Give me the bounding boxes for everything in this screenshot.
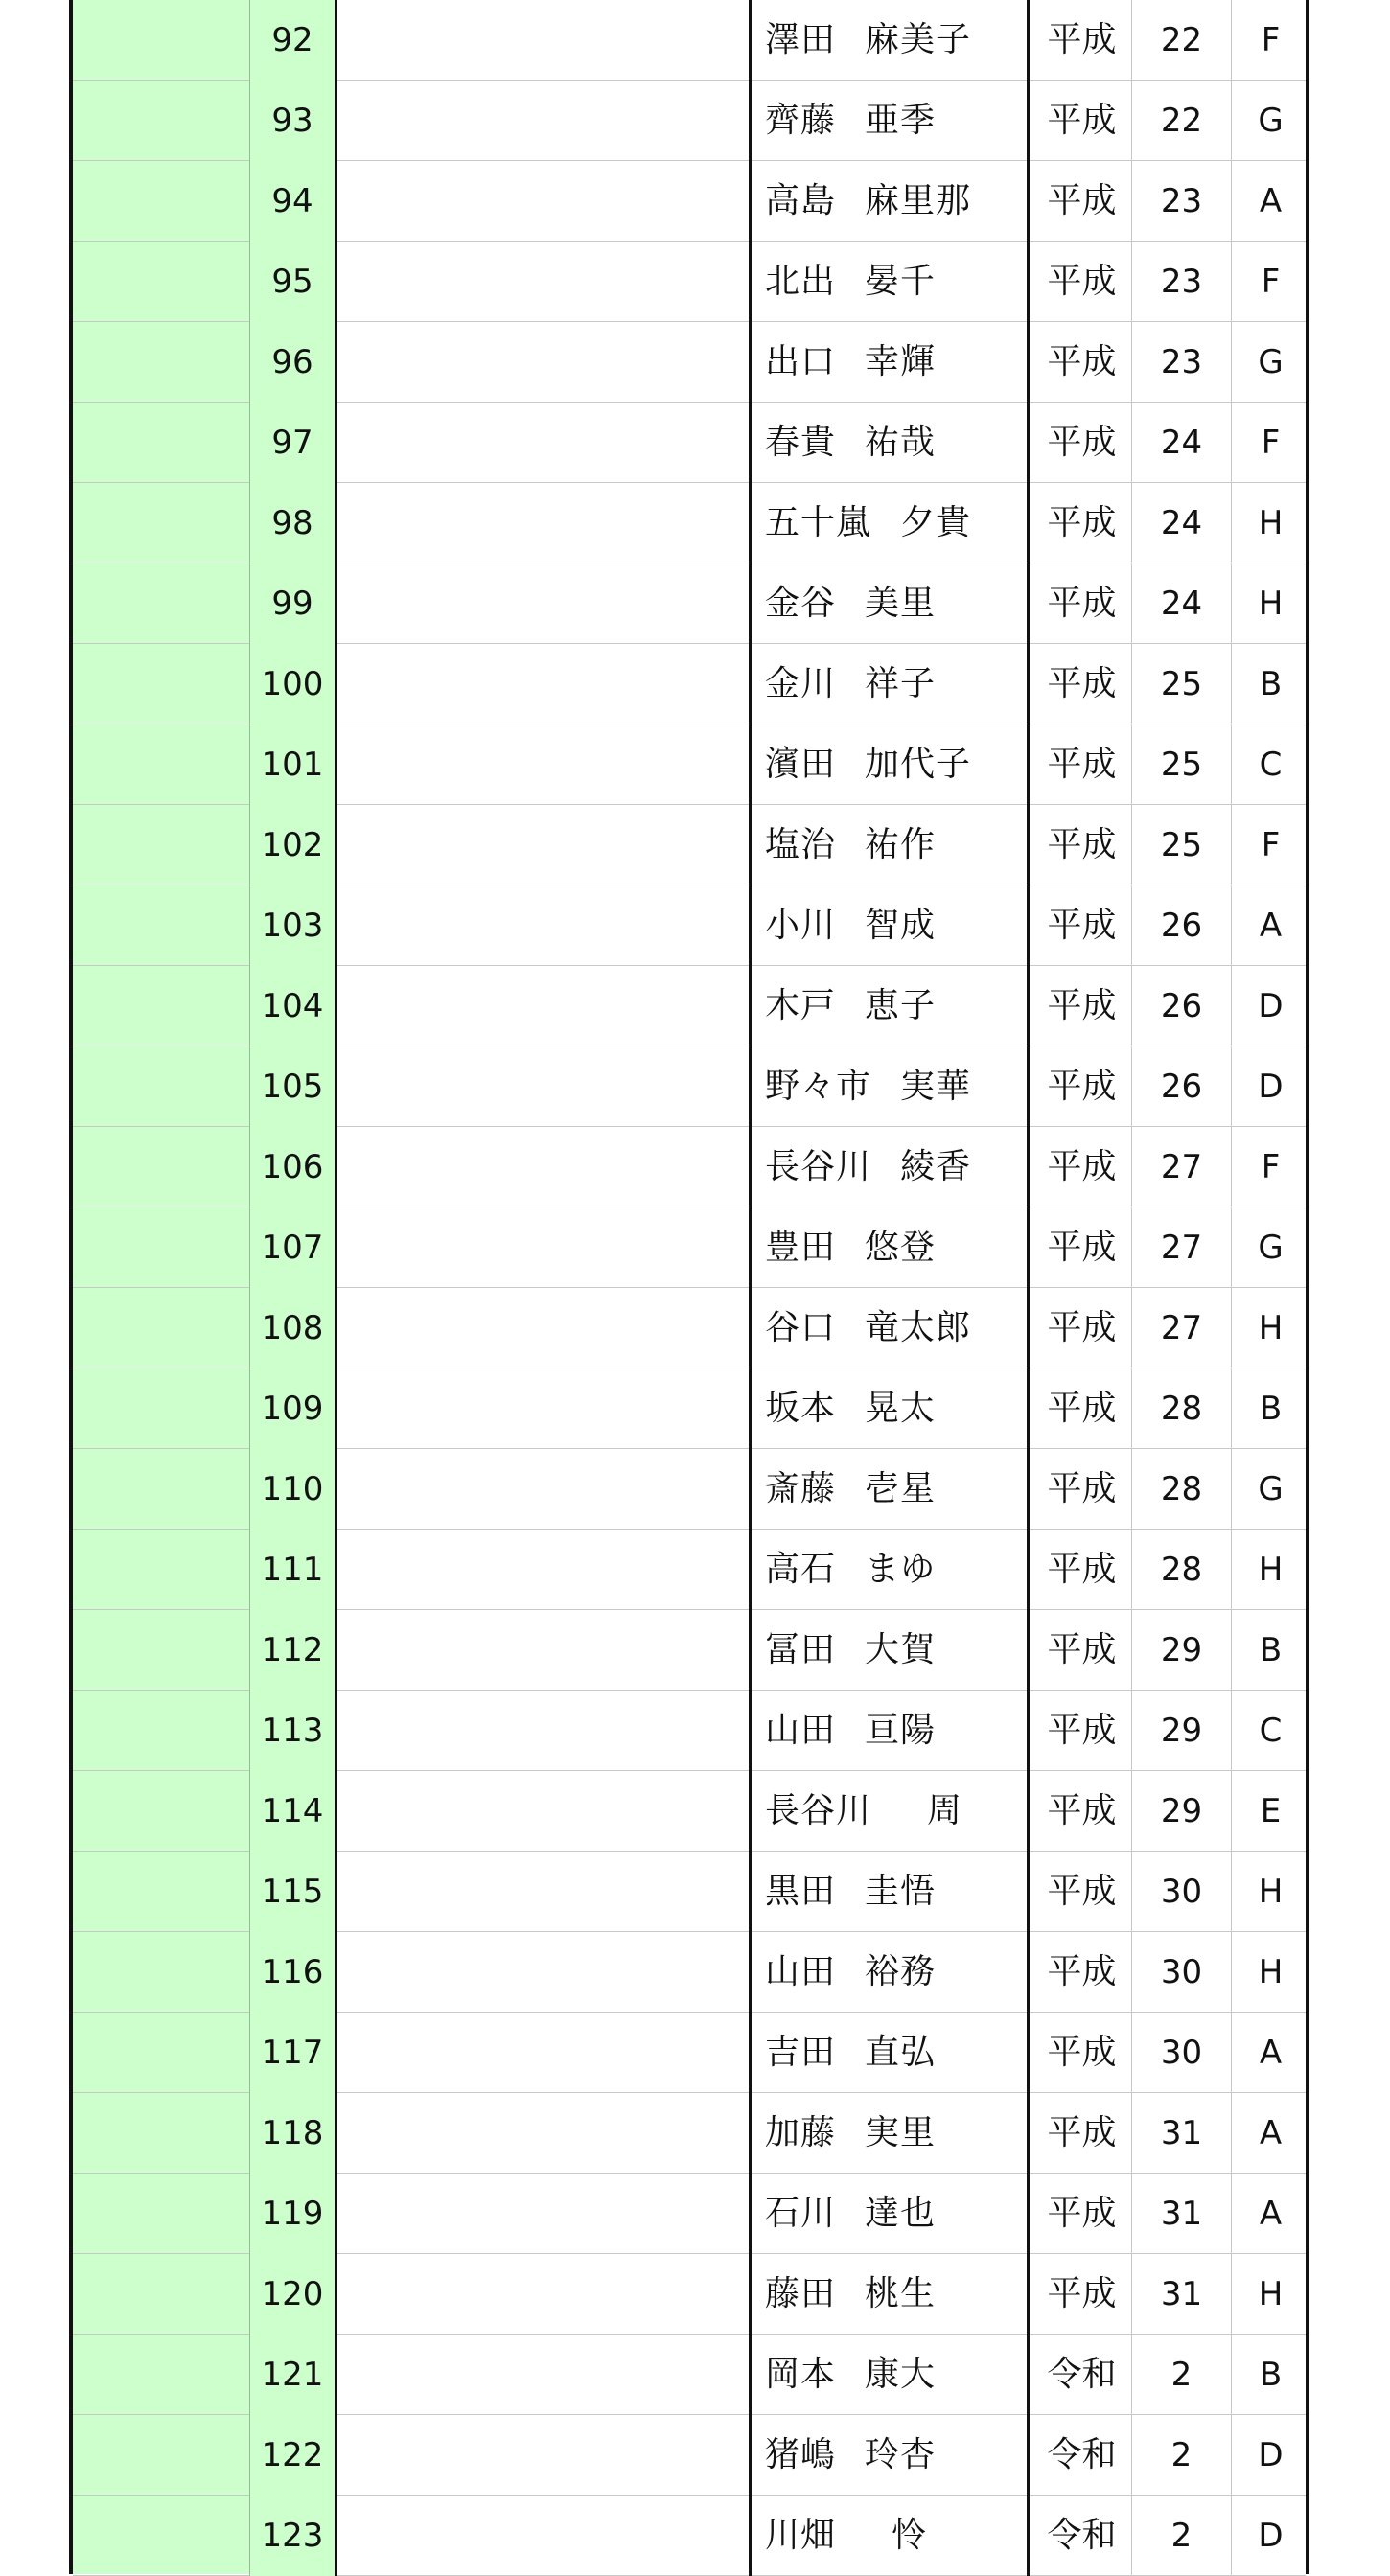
surname: 黒田 bbox=[765, 1872, 837, 1911]
empty-cell bbox=[337, 2012, 752, 2093]
given-name: 幸輝 bbox=[865, 342, 937, 381]
empty-cell bbox=[337, 1771, 752, 1852]
class-letter: B bbox=[1259, 1390, 1283, 1428]
given-name: 麻里那 bbox=[865, 181, 972, 220]
class-letter: A bbox=[1259, 2114, 1283, 2152]
class-letter: B bbox=[1259, 2356, 1283, 2394]
row-number: 113 bbox=[249, 1690, 337, 1771]
era-name: 平成 bbox=[1032, 805, 1132, 886]
surname: 石川 bbox=[765, 2194, 837, 2233]
class-letter: B bbox=[1259, 665, 1283, 703]
surname: 長谷川 bbox=[765, 1791, 872, 1830]
table-row bbox=[73, 483, 1306, 564]
row-number: 104 bbox=[249, 966, 337, 1046]
roster-sheet bbox=[69, 0, 1309, 2574]
table-row bbox=[73, 1127, 1306, 1208]
empty-cell bbox=[337, 886, 752, 966]
empty-cell bbox=[337, 242, 752, 322]
class-letter: D bbox=[1258, 2517, 1284, 2555]
empty-cell bbox=[337, 644, 752, 724]
row-number: 115 bbox=[249, 1852, 337, 1932]
era-year: 31 bbox=[1132, 2174, 1232, 2254]
empty-cell bbox=[337, 1208, 752, 1288]
era-name: 平成 bbox=[1032, 242, 1132, 322]
class-letter: D bbox=[1258, 1068, 1284, 1106]
class-letter: F bbox=[1261, 826, 1281, 864]
surname: 金谷 bbox=[765, 584, 837, 623]
person-name bbox=[755, 2174, 1030, 2254]
surname: 長谷川 bbox=[765, 1147, 872, 1186]
table-row bbox=[73, 1771, 1306, 1852]
row-number: 121 bbox=[249, 2334, 337, 2415]
row-number: 101 bbox=[249, 724, 337, 805]
surname: 濱田 bbox=[765, 745, 837, 784]
surname: 齊藤 bbox=[765, 101, 837, 140]
given-name: 康大 bbox=[865, 2355, 937, 2394]
given-name: 晏千 bbox=[865, 262, 937, 301]
table-row bbox=[73, 0, 1306, 80]
row-number: 117 bbox=[249, 2012, 337, 2093]
row-number: 112 bbox=[249, 1610, 337, 1690]
empty-cell bbox=[337, 805, 752, 886]
era-year: 26 bbox=[1132, 886, 1232, 966]
class-letter: A bbox=[1259, 2034, 1283, 2072]
era-name: 平成 bbox=[1032, 1530, 1132, 1610]
class-letter: H bbox=[1258, 1551, 1284, 1589]
empty-cell bbox=[337, 483, 752, 564]
era-year: 28 bbox=[1132, 1530, 1232, 1610]
person-name bbox=[755, 483, 1030, 564]
table-row bbox=[73, 2415, 1306, 2496]
given-name: 亘陽 bbox=[865, 1711, 937, 1750]
empty-cell bbox=[337, 402, 752, 483]
row-number: 105 bbox=[249, 1046, 337, 1127]
row-number: 93 bbox=[249, 80, 337, 161]
given-name: 大賀 bbox=[865, 1630, 937, 1669]
given-name: 壱星 bbox=[865, 1469, 937, 1508]
surname: 斎藤 bbox=[765, 1469, 837, 1508]
person-name bbox=[755, 1690, 1030, 1771]
given-name: 麻美子 bbox=[865, 20, 972, 59]
person-name bbox=[755, 966, 1030, 1046]
era-name: 平成 bbox=[1032, 322, 1132, 402]
era-name: 平成 bbox=[1032, 2012, 1132, 2093]
class-letter: H bbox=[1258, 1873, 1284, 1911]
surname: 小川 bbox=[765, 906, 837, 945]
era-name: 平成 bbox=[1032, 724, 1132, 805]
person-name bbox=[755, 1449, 1030, 1530]
given-name: 加代子 bbox=[865, 745, 972, 784]
era-name: 平成 bbox=[1032, 1449, 1132, 1530]
table-row bbox=[73, 2093, 1306, 2174]
table-row bbox=[73, 1610, 1306, 1690]
era-year: 2 bbox=[1132, 2334, 1232, 2415]
class-letter: F bbox=[1261, 1148, 1281, 1186]
era-year: 27 bbox=[1132, 1208, 1232, 1288]
table-row bbox=[73, 2012, 1306, 2093]
era-year: 28 bbox=[1132, 1449, 1232, 1530]
era-year: 23 bbox=[1132, 242, 1232, 322]
era-name: 平成 bbox=[1032, 1046, 1132, 1127]
person-name bbox=[755, 0, 1030, 80]
person-name bbox=[755, 80, 1030, 161]
table-row bbox=[73, 80, 1306, 161]
era-name: 平成 bbox=[1032, 1932, 1132, 2012]
era-year: 24 bbox=[1132, 564, 1232, 644]
row-number: 102 bbox=[249, 805, 337, 886]
class-letter: E bbox=[1260, 1792, 1282, 1830]
table-row bbox=[73, 564, 1306, 644]
class-letter: A bbox=[1259, 182, 1283, 220]
surname: 岡本 bbox=[765, 2355, 837, 2394]
era-name: 平成 bbox=[1032, 2174, 1132, 2254]
row-number: 110 bbox=[249, 1449, 337, 1530]
given-name: 悠登 bbox=[865, 1228, 937, 1267]
era-name: 平成 bbox=[1032, 1288, 1132, 1368]
class-letter: F bbox=[1261, 21, 1281, 59]
given-name: 裕務 bbox=[865, 1952, 937, 1991]
person-name bbox=[755, 2334, 1030, 2415]
person-name bbox=[755, 644, 1030, 724]
person-name bbox=[755, 1932, 1030, 2012]
table-row bbox=[73, 2334, 1306, 2415]
given-name: 美里 bbox=[865, 584, 937, 623]
given-name: 玲杏 bbox=[865, 2435, 937, 2474]
row-number: 106 bbox=[249, 1127, 337, 1208]
empty-cell bbox=[337, 2254, 752, 2334]
given-name: 祐哉 bbox=[865, 423, 937, 462]
person-name bbox=[755, 805, 1030, 886]
era-year: 27 bbox=[1132, 1288, 1232, 1368]
class-letter: H bbox=[1258, 504, 1284, 542]
era-year: 29 bbox=[1132, 1610, 1232, 1690]
table-row bbox=[73, 1368, 1306, 1449]
era-year: 31 bbox=[1132, 2093, 1232, 2174]
table-row bbox=[73, 966, 1306, 1046]
era-year: 26 bbox=[1132, 966, 1232, 1046]
surname: 北出 bbox=[765, 262, 837, 301]
era-name: 平成 bbox=[1032, 2093, 1132, 2174]
row-number: 116 bbox=[249, 1932, 337, 2012]
row-number: 111 bbox=[249, 1530, 337, 1610]
empty-cell bbox=[337, 80, 752, 161]
surname: 猪嶋 bbox=[765, 2435, 837, 2474]
row-number: 122 bbox=[249, 2415, 337, 2496]
given-name: 夕貴 bbox=[900, 503, 972, 542]
era-name: 平成 bbox=[1032, 161, 1132, 242]
era-name: 平成 bbox=[1032, 402, 1132, 483]
empty-cell bbox=[337, 1368, 752, 1449]
class-letter: F bbox=[1261, 424, 1281, 462]
surname: 五十嵐 bbox=[765, 503, 872, 542]
empty-cell bbox=[337, 2415, 752, 2496]
table-row bbox=[73, 1046, 1306, 1127]
surname: 谷口 bbox=[765, 1308, 837, 1347]
table-row bbox=[73, 1288, 1306, 1368]
person-name bbox=[755, 2093, 1030, 2174]
table-row bbox=[73, 242, 1306, 322]
row-number: 99 bbox=[249, 564, 337, 644]
era-year: 25 bbox=[1132, 724, 1232, 805]
era-year: 2 bbox=[1132, 2415, 1232, 2496]
era-name: 平成 bbox=[1032, 644, 1132, 724]
era-year: 23 bbox=[1132, 161, 1232, 242]
era-year: 30 bbox=[1132, 1852, 1232, 1932]
empty-cell bbox=[337, 2093, 752, 2174]
given-name: 竜太郎 bbox=[865, 1308, 972, 1347]
person-name bbox=[755, 1127, 1030, 1208]
person-name bbox=[755, 886, 1030, 966]
surname: 高島 bbox=[765, 181, 837, 220]
table-row bbox=[73, 322, 1306, 402]
person-name bbox=[755, 1530, 1030, 1610]
era-name: 平成 bbox=[1032, 1208, 1132, 1288]
given-name: 綾香 bbox=[900, 1147, 972, 1186]
person-name bbox=[755, 564, 1030, 644]
given-name: 智成 bbox=[865, 906, 937, 945]
given-name: 恵子 bbox=[865, 986, 937, 1025]
class-letter: H bbox=[1258, 2275, 1284, 2313]
surname: 山田 bbox=[765, 1952, 837, 1991]
person-name bbox=[755, 2496, 1030, 2576]
row-number: 107 bbox=[249, 1208, 337, 1288]
era-name: 令和 bbox=[1032, 2496, 1132, 2576]
era-name: 平成 bbox=[1032, 80, 1132, 161]
given-name: まゆ bbox=[865, 1550, 937, 1589]
surname: 高石 bbox=[765, 1550, 837, 1589]
era-year: 25 bbox=[1132, 805, 1232, 886]
row-number: 92 bbox=[249, 0, 337, 80]
era-name: 平成 bbox=[1032, 1127, 1132, 1208]
surname: 野々市 bbox=[765, 1067, 872, 1106]
surname: 冨田 bbox=[765, 1630, 837, 1669]
surname: 澤田 bbox=[765, 20, 837, 59]
class-letter: C bbox=[1259, 746, 1283, 784]
class-letter: H bbox=[1258, 585, 1284, 623]
empty-cell bbox=[337, 0, 752, 80]
given-name: 桃生 bbox=[865, 2274, 937, 2313]
era-name: 令和 bbox=[1032, 2415, 1132, 2496]
empty-cell bbox=[337, 1852, 752, 1932]
person-name bbox=[755, 724, 1030, 805]
surname: 加藤 bbox=[765, 2113, 837, 2152]
person-name bbox=[755, 402, 1030, 483]
era-year: 30 bbox=[1132, 2012, 1232, 2093]
empty-cell bbox=[337, 2496, 752, 2576]
class-letter: D bbox=[1258, 2436, 1284, 2474]
era-name: 平成 bbox=[1032, 2254, 1132, 2334]
era-name: 平成 bbox=[1032, 1852, 1132, 1932]
row-number: 95 bbox=[249, 242, 337, 322]
table-row bbox=[73, 724, 1306, 805]
person-name bbox=[755, 322, 1030, 402]
given-name: 祐作 bbox=[865, 825, 937, 864]
era-name: 平成 bbox=[1032, 886, 1132, 966]
person-name bbox=[755, 161, 1030, 242]
row-number: 119 bbox=[249, 2174, 337, 2254]
table-row bbox=[73, 886, 1306, 966]
surname: 豊田 bbox=[765, 1228, 837, 1267]
row-number: 94 bbox=[249, 161, 337, 242]
empty-cell bbox=[337, 1288, 752, 1368]
empty-cell bbox=[337, 1046, 752, 1127]
era-year: 25 bbox=[1132, 644, 1232, 724]
class-letter: G bbox=[1258, 343, 1284, 381]
row-number: 98 bbox=[249, 483, 337, 564]
empty-cell bbox=[337, 1449, 752, 1530]
class-letter: G bbox=[1258, 1229, 1284, 1267]
class-letter: H bbox=[1258, 1309, 1284, 1347]
surname: 坂本 bbox=[765, 1389, 837, 1428]
given-name: 直弘 bbox=[865, 2033, 937, 2072]
surname: 川畑 bbox=[765, 2516, 837, 2555]
era-year: 24 bbox=[1132, 483, 1232, 564]
table-row bbox=[73, 2254, 1306, 2334]
class-letter: C bbox=[1259, 1712, 1283, 1750]
given-name: 実里 bbox=[865, 2113, 937, 2152]
class-letter: F bbox=[1261, 263, 1281, 301]
row-number: 97 bbox=[249, 402, 337, 483]
surname: 山田 bbox=[765, 1711, 837, 1750]
given-name: 祥子 bbox=[865, 664, 937, 703]
class-letter: H bbox=[1258, 1953, 1284, 1991]
person-name bbox=[755, 1852, 1030, 1932]
empty-cell bbox=[337, 966, 752, 1046]
person-name bbox=[755, 1610, 1030, 1690]
era-year: 2 bbox=[1132, 2496, 1232, 2576]
class-letter: A bbox=[1259, 907, 1283, 945]
person-name bbox=[755, 2415, 1030, 2496]
era-year: 29 bbox=[1132, 1690, 1232, 1771]
table-row bbox=[73, 805, 1306, 886]
era-name: 平成 bbox=[1032, 1771, 1132, 1852]
era-year: 28 bbox=[1132, 1368, 1232, 1449]
given-name: 圭悟 bbox=[865, 1872, 937, 1911]
row-number: 109 bbox=[249, 1368, 337, 1449]
era-year: 26 bbox=[1132, 1046, 1232, 1127]
surname: 春貴 bbox=[765, 423, 837, 462]
row-number: 103 bbox=[249, 886, 337, 966]
given-name: 怜 bbox=[892, 2516, 928, 2555]
given-name: 達也 bbox=[865, 2194, 937, 2233]
row-number: 96 bbox=[249, 322, 337, 402]
row-number: 118 bbox=[249, 2093, 337, 2174]
class-letter: G bbox=[1258, 1470, 1284, 1508]
table-row bbox=[73, 2496, 1306, 2576]
empty-cell bbox=[337, 564, 752, 644]
person-name bbox=[755, 1288, 1030, 1368]
table-row bbox=[73, 2174, 1306, 2254]
given-name: 周 bbox=[927, 1791, 963, 1830]
table-row bbox=[73, 1208, 1306, 1288]
empty-cell bbox=[337, 2334, 752, 2415]
era-year: 23 bbox=[1132, 322, 1232, 402]
table-row bbox=[73, 1690, 1306, 1771]
row-number: 123 bbox=[249, 2496, 337, 2576]
empty-cell bbox=[337, 322, 752, 402]
surname: 金川 bbox=[765, 664, 837, 703]
class-letter: B bbox=[1259, 1631, 1283, 1669]
empty-cell bbox=[337, 1932, 752, 2012]
surname: 吉田 bbox=[765, 2033, 837, 2072]
era-year: 24 bbox=[1132, 402, 1232, 483]
empty-cell bbox=[337, 1690, 752, 1771]
empty-cell bbox=[337, 1127, 752, 1208]
surname: 藤田 bbox=[765, 2274, 837, 2313]
era-year: 27 bbox=[1132, 1127, 1232, 1208]
person-name bbox=[755, 242, 1030, 322]
table-row bbox=[73, 161, 1306, 242]
table-row bbox=[73, 1852, 1306, 1932]
era-name: 平成 bbox=[1032, 1368, 1132, 1449]
class-letter: A bbox=[1259, 2195, 1283, 2233]
person-name bbox=[755, 2012, 1030, 2093]
era-year: 29 bbox=[1132, 1771, 1232, 1852]
row-number: 100 bbox=[249, 644, 337, 724]
given-name: 晃太 bbox=[865, 1389, 937, 1428]
era-name: 令和 bbox=[1032, 2334, 1132, 2415]
empty-cell bbox=[337, 161, 752, 242]
era-year: 31 bbox=[1132, 2254, 1232, 2334]
surname: 塩治 bbox=[765, 825, 837, 864]
era-name: 平成 bbox=[1032, 564, 1132, 644]
table-row bbox=[73, 1932, 1306, 2012]
person-name bbox=[755, 1208, 1030, 1288]
era-year: 30 bbox=[1132, 1932, 1232, 2012]
era-name: 平成 bbox=[1032, 1610, 1132, 1690]
person-name bbox=[755, 1771, 1030, 1852]
class-letter: D bbox=[1258, 987, 1284, 1025]
empty-cell bbox=[337, 724, 752, 805]
era-year: 22 bbox=[1132, 80, 1232, 161]
given-name: 実華 bbox=[900, 1067, 972, 1106]
table-row bbox=[73, 1530, 1306, 1610]
era-name: 平成 bbox=[1032, 483, 1132, 564]
table-row bbox=[73, 402, 1306, 483]
given-name: 亜季 bbox=[865, 101, 937, 140]
empty-cell bbox=[337, 1610, 752, 1690]
era-name: 平成 bbox=[1032, 0, 1132, 80]
class-letter: G bbox=[1258, 102, 1284, 140]
era-year: 22 bbox=[1132, 0, 1232, 80]
empty-cell bbox=[337, 1530, 752, 1610]
table-row bbox=[73, 1449, 1306, 1530]
era-name: 平成 bbox=[1032, 966, 1132, 1046]
surname: 木戸 bbox=[765, 986, 837, 1025]
row-number: 120 bbox=[249, 2254, 337, 2334]
person-name bbox=[755, 1368, 1030, 1449]
era-name: 平成 bbox=[1032, 1690, 1132, 1771]
person-name bbox=[755, 1046, 1030, 1127]
row-number: 114 bbox=[249, 1771, 337, 1852]
surname: 出口 bbox=[765, 342, 837, 381]
table-row bbox=[73, 644, 1306, 724]
person-name bbox=[755, 2254, 1030, 2334]
row-number: 108 bbox=[249, 1288, 337, 1368]
empty-cell bbox=[337, 2174, 752, 2254]
